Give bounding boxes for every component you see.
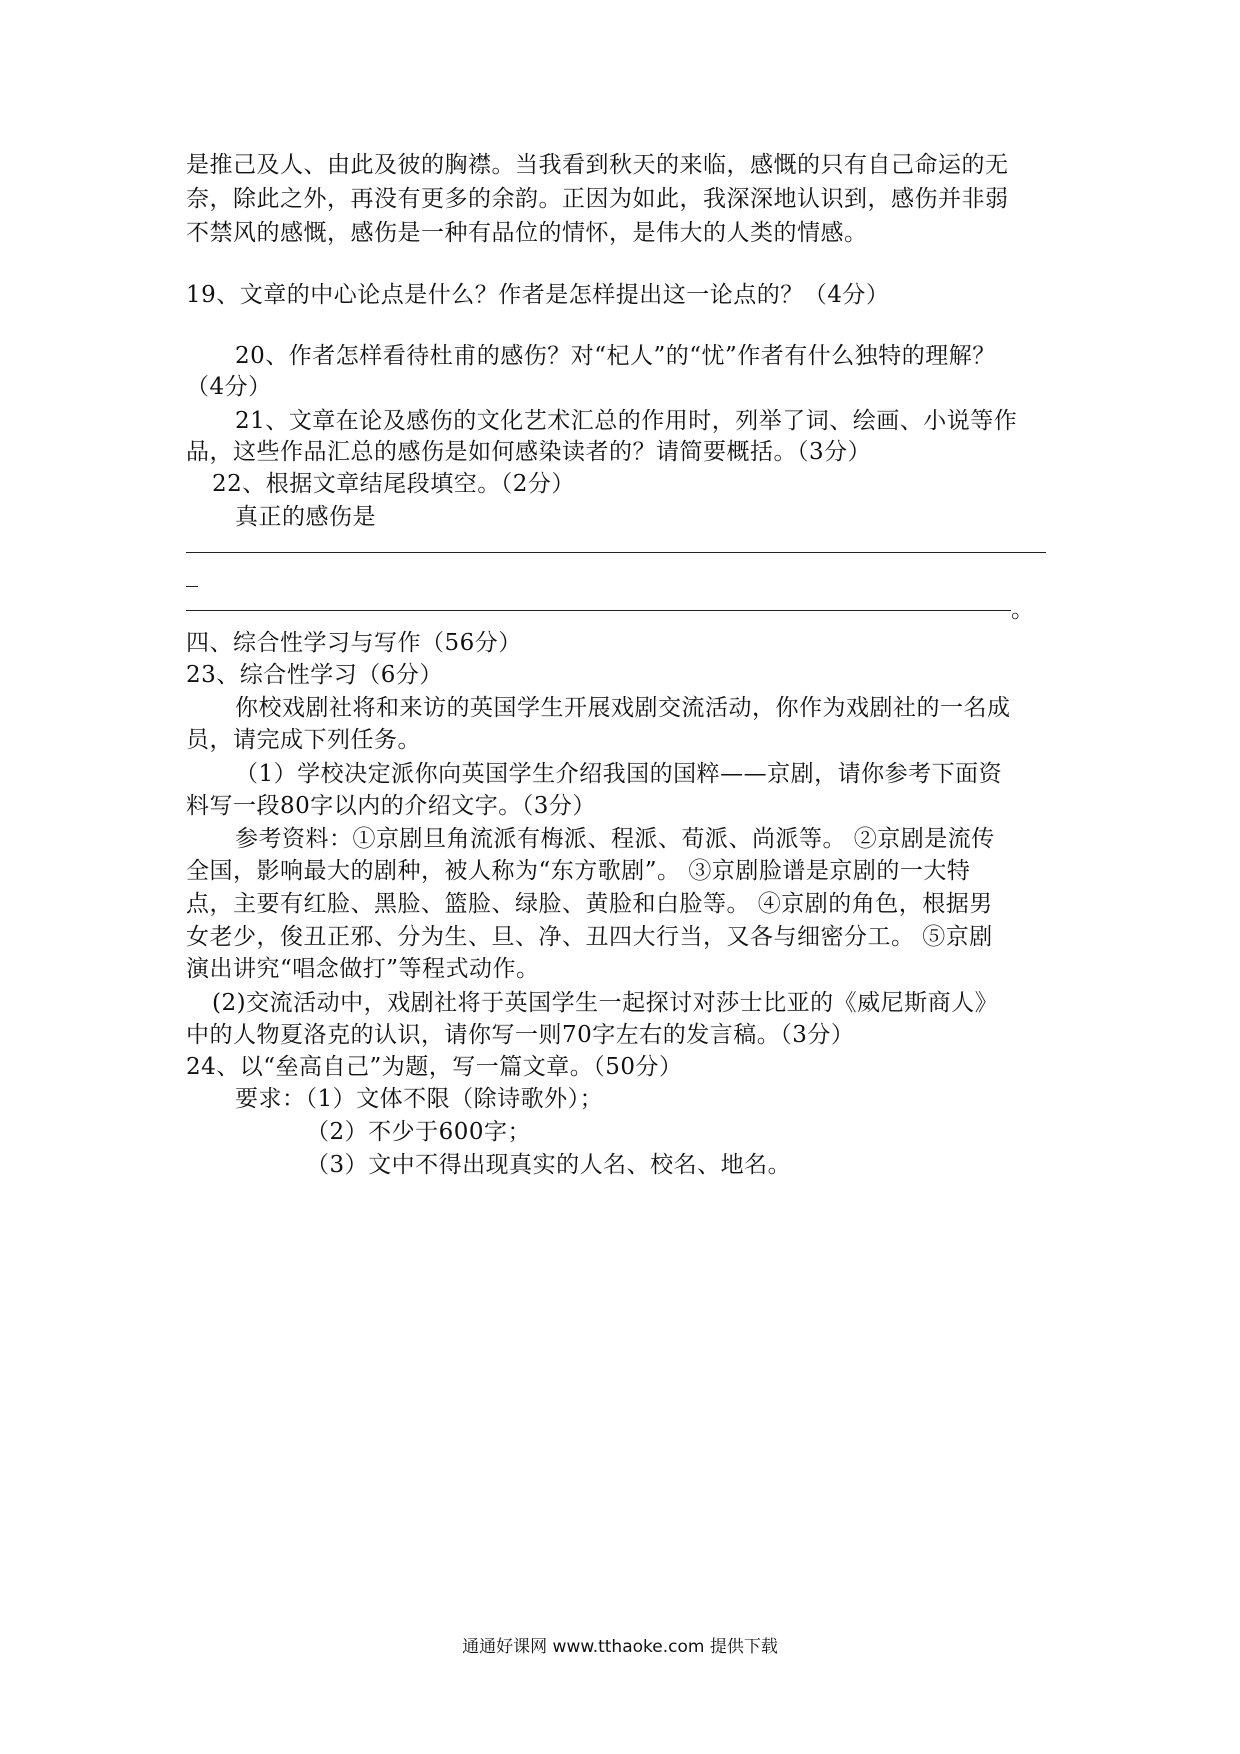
- section-heading: 四、综合性学习与写作（56分）: [186, 630, 522, 656]
- answer-blank-line[interactable]: [186, 586, 198, 587]
- task-1: 料写一段80字以内的介绍文字。（3分）: [186, 793, 596, 819]
- question-23-title: 23、综合性学习（6分）: [186, 662, 443, 688]
- blank-end-mark: 。: [1011, 597, 1035, 623]
- fill-blank-lead: 真正的感伤是: [235, 504, 376, 530]
- reference-material: 全国，影响最大的剧种，被人称为“东方歌剧”。 ③京剧脸谱是京剧的一大特: [186, 858, 971, 884]
- passage-line: 是推己及人、由此及彼的胸襟。当我看到秋天的来临，感慨的只有自己命运的无: [186, 152, 1009, 178]
- answer-blank-line[interactable]: [186, 610, 1011, 611]
- question-23-intro: 员，请完成下列任务。: [186, 727, 421, 753]
- requirement: （3）文中不得出现真实的人名、校名、地名。: [306, 1152, 792, 1178]
- passage-line: 奈，除此之外，再没有更多的余韵。正因为如此，我深深地认识到，感伤并非弱: [186, 186, 1009, 212]
- footer-source: 通通好课网 www.tthaoke.com 提供下载: [462, 1637, 778, 1657]
- passage-line: 不禁风的感慨，感伤是一种有品位的情怀，是伟大的人类的情感。: [186, 220, 868, 246]
- reference-material: 点，主要有红脸、黑脸、篮脸、绿脸、黄脸和白脸等。 ④京剧的角色，根据男: [186, 891, 993, 917]
- question-23-intro: 你校戏剧社将和来访的英国学生开展戏剧交流活动，你作为戏剧社的一名成: [235, 695, 1011, 721]
- reference-material: 女老少，俊丑正邪、分为生、旦、净、丑四大行当，又各与细密分工。 ⑤京剧: [186, 924, 993, 950]
- requirement: 要求：（1）文体不限（除诗歌外）；: [235, 1086, 604, 1112]
- question-21-cont: 品，这些作品汇总的感伤是如何感染读者的？请简要概括。（3分）: [186, 439, 872, 465]
- question-20: 20、作者怎样看待杜甫的感伤？对“杞人”的“忧”作者有什么独特的理解？: [235, 343, 996, 369]
- question-20-score: （4分）: [186, 374, 272, 400]
- reference-material: 演出讲究“唱念做打”等程式动作。: [186, 956, 540, 982]
- question-24-title: 24、以“垒高自己”为题，写一篇文章。（50分）: [186, 1054, 683, 1080]
- question-21: 21、文章在论及感伤的文化艺术汇总的作用时，列举了词、绘画、小说等作: [235, 408, 1018, 434]
- task-2: 中的人物夏洛克的认识，请你写一则70字左右的发言稿。（3分）: [186, 1022, 855, 1048]
- task-2: (2)交流活动中，戏剧社将于英国学生一起探讨对莎士比亚的《威尼斯商人》: [212, 990, 999, 1016]
- requirement: （2）不少于600字；: [306, 1119, 532, 1145]
- task-1: （1）学校决定派你向英国学生介绍我国的国粹——京剧，请你参考下面资: [235, 761, 1003, 787]
- question-22: 22、根据文章结尾段填空。（2分）: [212, 471, 575, 497]
- answer-blank-line[interactable]: [186, 552, 1046, 553]
- question-19: 19、文章的中心论点是什么？作者是怎样提出这一论点的？（4分）: [186, 282, 890, 308]
- reference-material: 参考资料：①京剧旦角流派有梅派、程派、荀派、尚派等。 ②京剧是流传: [235, 826, 995, 852]
